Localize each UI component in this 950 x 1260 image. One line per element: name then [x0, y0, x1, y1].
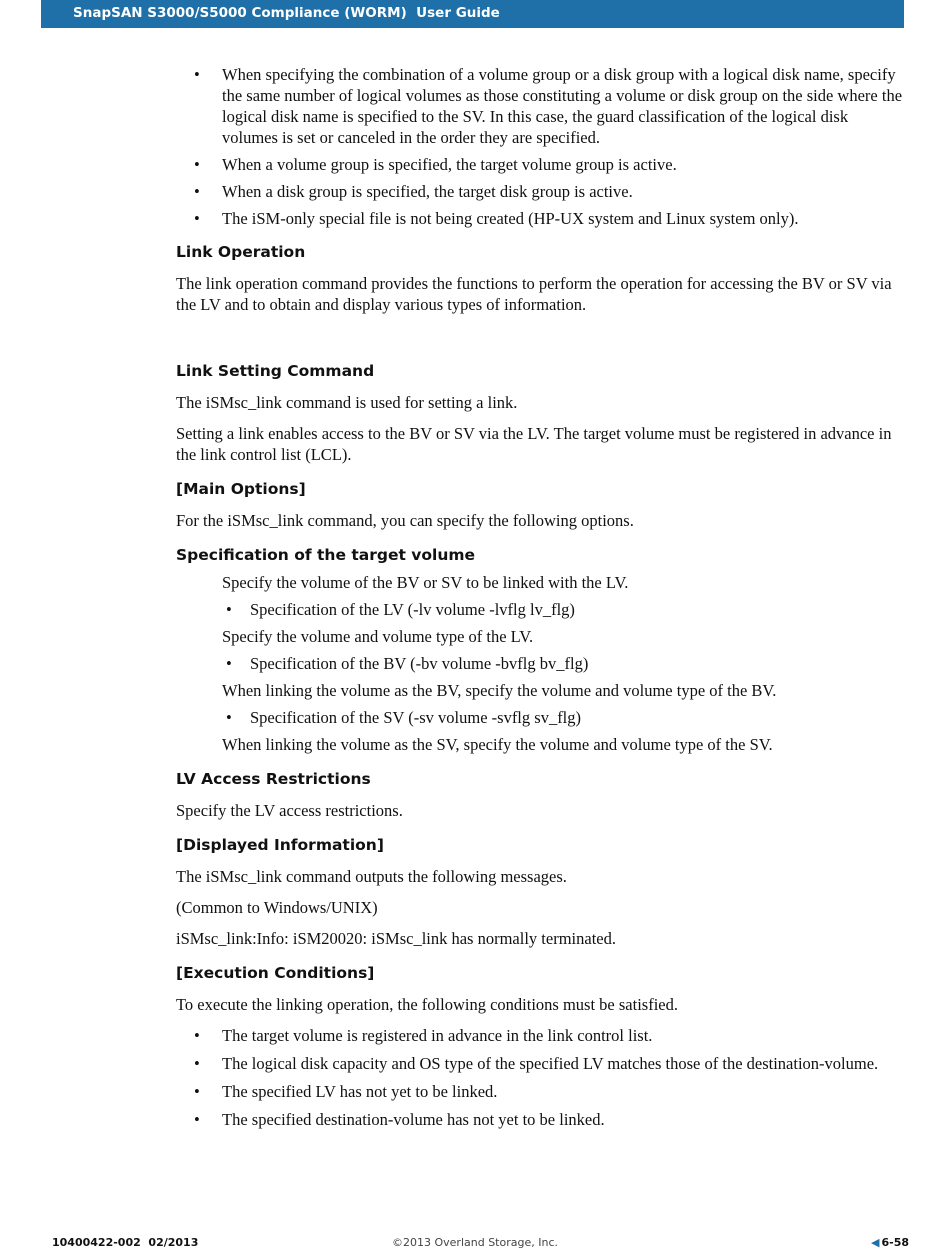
lv-access-text: Specify the LV access restrictions.: [176, 801, 403, 820]
target-volume-sv-desc: When linking the volume as the SV, specify the volume and volume type of the SV.: [222, 735, 773, 754]
list-item: • Specification of the SV (-sv volume -svflg sv_flg): [176, 707, 906, 728]
list-item: • The specified LV has not yet to be linked.: [176, 1081, 906, 1102]
target-volume-lv-list: [176, 599, 906, 620]
footer-copyright: ©2013 Overland Storage, Inc.: [392, 1236, 558, 1249]
list-item: • Specification of the BV (-bv volume -bvflg bv_flg): [176, 653, 906, 674]
section-heading-lv-access: LV Access Restrictions: [176, 770, 371, 788]
header-bar: [41, 0, 904, 28]
footer-doc-id: 10400422-002 02/2013: [52, 1236, 199, 1249]
list-item: • When specifying the combination of a volume group or a disk group with a logical disk name, specify the same number of logical volumes as those constituting a volume or disk group on the side where the logical disk name is specified to the SV. In this case, the guard classification of the logical disk volumes is set or canceled in the order they are specified.: [176, 64, 906, 148]
target-volume-sv-list: [176, 707, 906, 728]
link-operation-text: The link operation command provides the functions to perform the operation for accessing the BV or SV via the LV and to obtain and display various types of information.: [176, 274, 892, 314]
section-heading-link-operation: Link Operation: [176, 243, 306, 261]
target-volume-intro: Specify the volume of the BV or SV to be linked with the LV.: [222, 573, 629, 592]
page-number-label: 6-58: [881, 1236, 909, 1249]
footer-page-number: [871, 1236, 909, 1249]
list-item: • The specified destination-volume has not yet to be linked.: [176, 1109, 906, 1130]
list-item: • The target volume is registered in advance in the link control list.: [176, 1025, 906, 1046]
section-heading-main-options: [Main Options]: [176, 480, 306, 498]
displayed-info-paragraph-2: (Common to Windows/UNIX): [176, 898, 378, 917]
section-heading-displayed-info: [Displayed Information]: [176, 836, 384, 854]
displayed-info-message: iSMsc_link:Info: iSM20020: iSMsc_link has normally terminated.: [176, 929, 616, 948]
target-volume-lv-desc: Specify the volume and volume type of the LV.: [222, 627, 534, 646]
list-item: • Specification of the LV (-lv volume -lvflg lv_flg): [176, 599, 906, 620]
main-options-text: For the iSMsc_link command, you can specify the following options.: [176, 511, 634, 530]
list-item: • When a volume group is specified, the target volume group is active.: [176, 154, 906, 175]
execution-conditions-list: [176, 1025, 906, 1130]
section-heading-target-volume: Specification of the target volume: [176, 546, 476, 564]
target-volume-bv-list: [176, 653, 906, 674]
target-volume-bv-desc: When linking the volume as the BV, specify the volume and volume type of the BV.: [222, 681, 777, 700]
link-setting-paragraph-2: Setting a link enables access to the BV or SV via the LV. The target volume must be registered in advance in the link control list (LCL).: [176, 424, 892, 464]
document-title: SnapSAN S3000/S5000 Compliance (WORM) User Guide: [73, 5, 500, 21]
link-setting-paragraph-1: The iSMsc_link command is used for setting a link.: [176, 393, 518, 412]
previous-page-arrow-icon[interactable]: ◀: [871, 1236, 880, 1249]
section-heading-link-setting: Link Setting Command: [176, 362, 375, 380]
list-item: • The logical disk capacity and OS type of the specified LV matches those of the destination-volume.: [176, 1053, 906, 1074]
page-content: [176, 64, 906, 1137]
section-heading-execution-conditions: [Execution Conditions]: [176, 964, 375, 982]
execution-conditions-text: To execute the linking operation, the following conditions must be satisfied.: [176, 995, 678, 1014]
displayed-info-paragraph-1: The iSMsc_link command outputs the following messages.: [176, 867, 567, 886]
intro-bullet-list: [176, 64, 906, 229]
list-item: • The iSM-only special file is not being created (HP-UX system and Linux system only).: [176, 208, 906, 229]
list-item: • When a disk group is specified, the target disk group is active.: [176, 181, 906, 202]
